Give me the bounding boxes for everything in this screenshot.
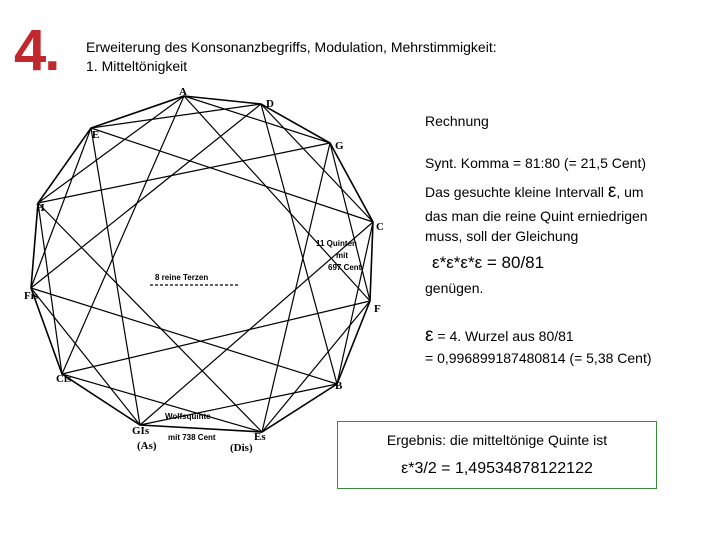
node-label-a: A <box>179 86 187 98</box>
polygon-outline <box>31 96 373 432</box>
node-label-b: B <box>335 380 343 392</box>
syntonic-comma-text: Synt. Komma = 81:80 (= 21,5 Cent) <box>425 155 647 171</box>
node-label-gis: GIs <box>132 425 150 437</box>
result-line-1: Ergebnis: die mitteltönige Quinte ist <box>386 432 608 448</box>
interval-text-line-2: das man die reine Quint erniedrigen <box>425 208 648 224</box>
fifths-annotation-line-3: 697 Cent <box>328 263 362 272</box>
node-label-as: (As) <box>137 440 157 452</box>
node-label-fis: Fis <box>24 290 39 302</box>
epsilon-symbol: ε <box>607 181 617 202</box>
title-line-2: 1. Mitteltönigkeit <box>86 58 188 74</box>
interval-text-line-1 <box>425 182 644 202</box>
node-label-c: C <box>376 221 384 233</box>
node-label-dis: (Dis) <box>230 442 253 454</box>
wolf-fifth-annotation-line-2: mit 738 Cent <box>168 433 216 442</box>
node-label-e: E <box>92 129 100 141</box>
chord-lines <box>31 96 373 432</box>
wolf-fifth-annotation-line-1: Wolfsquinte <box>165 412 211 421</box>
node-label-es: Es <box>254 431 266 443</box>
fourth-root-line <box>425 326 574 346</box>
thirds-annotation: 8 reine Terzen <box>155 273 209 282</box>
interval-text-b: , um <box>616 184 644 200</box>
node-label-cis: Cis <box>56 373 72 385</box>
equation: ε*ε*ε*ε = 80/81 <box>432 253 545 272</box>
node-label-f: F <box>374 303 381 315</box>
interval-text-a: Das gesuchte kleine Intervall <box>425 184 608 200</box>
node-label-g: G <box>335 140 344 152</box>
fifths-annotation-line-1: 11 Quinten <box>316 239 357 248</box>
node-label-d: D <box>266 98 274 110</box>
title-line-1: Erweiterung des Konsonanzbegriffs, Modulation, Mehrstimmigkeit: <box>86 39 497 55</box>
node-label-h: H <box>36 202 45 214</box>
fifths-annotation-line-2: mit <box>336 251 348 260</box>
equation-suffix-text: genügen. <box>425 280 484 296</box>
epsilon-symbol: ε <box>425 325 434 346</box>
interval-text-line-3: muss, soll der Gleichung <box>425 228 579 244</box>
fourth-root-text: = 4. Wurzel aus 80/81 <box>433 328 574 344</box>
diagram-annotations <box>155 239 362 442</box>
result-box <box>337 421 657 489</box>
calculation-heading: Rechnung <box>425 113 489 129</box>
section-number: 4. <box>14 18 59 83</box>
result-line-2: ε*3/2 = 1,49534878122122 <box>401 460 593 477</box>
root-value-text: = 0,996899187480814 (= 5,38 Cent) <box>425 350 652 366</box>
